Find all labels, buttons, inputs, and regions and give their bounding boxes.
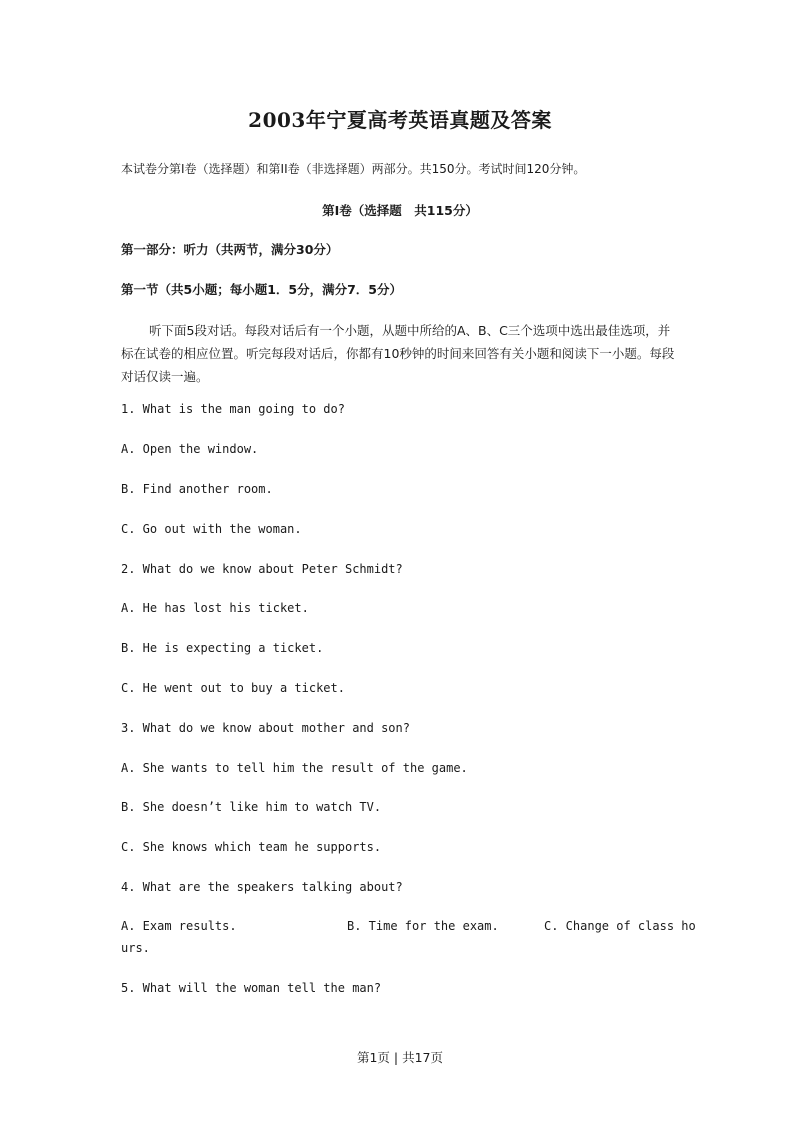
q4-option-c: C. Change of class ho	[544, 919, 696, 933]
q4-option-b: B. Time for the exam.	[347, 919, 499, 933]
q1-option-c: C. Go out with the woman.	[121, 522, 302, 536]
q3-option-c: C. She knows which team he supports.	[121, 840, 382, 854]
q4-options-row	[121, 919, 696, 939]
question-4: 4. What are the speakers talking about?	[121, 880, 403, 894]
q4-option-c-wrap: urs.	[121, 941, 150, 955]
q2-option-b: B. He is expecting a ticket.	[121, 641, 324, 655]
page-footer: 第1页 | 共17页	[356, 1050, 444, 1065]
question-3: 3. What do we know about mother and son?	[121, 721, 410, 735]
q2-option-c: C. He went out to buy a ticket.	[121, 681, 345, 695]
section-heading: 第一部分：听力（共两节，满分30分）	[121, 242, 339, 257]
listening-instructions: 听下面5段对话。每段对话后有一个小题，从题中所给的A、B、C三个选项中选出最佳选项，并标在试卷的相应位置。听完每段对话后，你都有10秒钟的时间来回答有关小题和阅读下一小题。每段对话仅读一遍。	[121, 323, 675, 384]
q4-option-a: A. Exam results.	[121, 919, 237, 933]
q1-option-b: B. Find another room.	[121, 482, 273, 496]
question-1: 1. What is the man going to do?	[121, 402, 345, 416]
part-heading: 第Ⅰ卷（选择题 共115分）	[322, 203, 478, 218]
q1-option-a: A. Open the window.	[121, 442, 259, 456]
question-2: 2. What do we know about Peter Schmidt?	[121, 562, 403, 576]
exam-intro: 本试卷分第Ⅰ卷（选择题）和第II卷（非选择题）两部分。共150分。考试时间120分钟。	[121, 162, 586, 176]
document-title: 2003年宁夏高考英语真题及答案	[248, 108, 552, 132]
q3-option-a: A. She wants to tell him the result of the game.	[121, 761, 468, 775]
q3-option-b: B. She doesn’t like him to watch TV.	[121, 800, 382, 814]
subsection-heading: 第一节（共5小题；每小题1．5分，满分7．5分）	[121, 282, 402, 297]
q2-option-a: A. He has lost his ticket.	[121, 601, 309, 615]
question-5: 5. What will the woman tell the man?	[121, 981, 382, 995]
